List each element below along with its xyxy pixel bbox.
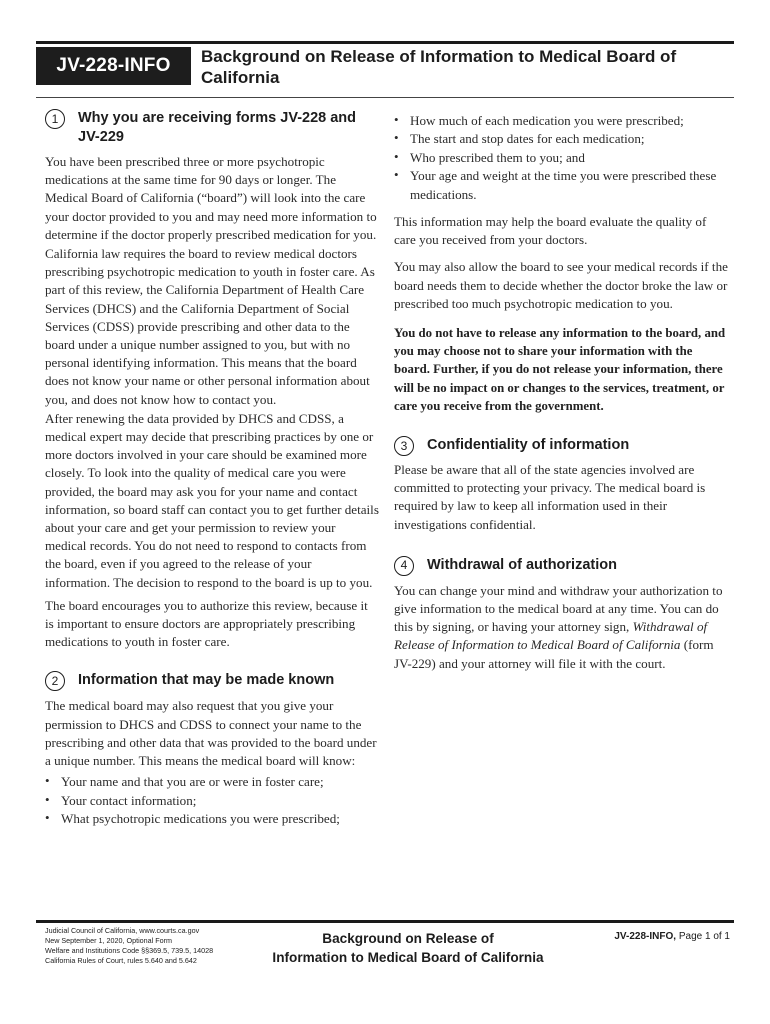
section-1-heading — [45, 109, 379, 147]
section-2-after-paragraph: This information may help the board evaluate the quality of care you received from your doctors. — [394, 214, 707, 248]
section-2-bold-note: You do not have to release any information to the board, and you may choose not to share your information with the board. Further, if you do not release your information, there will be no impact on or changes to the services, treatment, or care you receive from the government. — [394, 326, 726, 413]
section-4-heading — [394, 556, 730, 576]
section-1-paragraph: After renewing the data provided by DHCS and CDSS, a medical expert may decide that prescribing practices by one or more doctors involved in your care should be examined more closely. To look into the quality of medical care you were provided, the board may ask you for your name and contact information, so board staff can contact you to get further details about your care and get your permission to review your medical records. You do not need to respond to contacts from the board, even if you agreed to the release of your information. The decision to respond to the board is up to you. — [45, 410, 379, 590]
list-item: • What psychotropic medications you were prescribed; — [45, 810, 340, 827]
footer-rule — [36, 920, 734, 923]
form-id-badge: JV-228-INFO — [36, 47, 191, 85]
list-item: • Your age and weight at the time you were prescribed these medications. — [394, 167, 717, 202]
footer-title: Background on Release of Information to Medical Board of California — [272, 931, 544, 965]
footer-citation — [45, 926, 275, 966]
section-2-number: 2 — [45, 671, 65, 691]
footer-form-id: JV-228-INFO, — [614, 931, 677, 942]
section-2-title: Information that may be made known — [78, 672, 335, 689]
form-title: Background on Release of Information to Medical Board of California — [201, 47, 677, 87]
section-2-list-left — [45, 773, 379, 828]
left-column — [45, 109, 379, 829]
page-number: Page 1 of 1 — [678, 931, 730, 942]
footer-page-info — [565, 930, 730, 944]
footer-citation-line: New September 1, 2020, Optional Form — [45, 936, 173, 945]
list-item: • Your name and that you are or were in foster care; — [45, 773, 324, 790]
right-column — [394, 112, 730, 673]
footer-citation-line: Judicial Council of California, www.courts.ca.gov — [45, 926, 200, 935]
section-4-number: 4 — [394, 556, 414, 576]
section-1-title: Why you are receiving forms JV-228 and JV-229 — [78, 110, 357, 145]
section-2-list-right — [394, 112, 730, 204]
section-1-paragraph: California law requires the board to review medical doctors prescribing psychotropic medication to youth in foster care. As part of this review, the California Department of Health Care Services (DHCS) and the California Department of Social Services (CDSS) provide prescribing and other data to the board under a unique number assigned to you, but with no personal identifying information. This means that the board does not know your name or other personal information about you, and does not know how to contact you. — [45, 246, 375, 407]
section-4-title: Withdrawal of authorization — [427, 556, 617, 573]
section-1-paragraph: You have been prescribed three or more psychotropic medications at the same time for 90 days or longer. The Medical Board of California (“board”) will look into the care your doctor provided to you and may need more information to determine if the doctor properly prescribed medication for you. — [45, 154, 377, 242]
list-item: • The start and stop dates for each medication; — [394, 130, 645, 147]
section-4-text: You can change your mind and withdraw your authorization to give information to the medical board at any time. You can do this by signing, or having your attorney sign, Withdrawal of Release of Information to Medical Board of California (form JV-229) and your attorney will file it with the court. — [394, 582, 723, 671]
section-2-heading — [45, 671, 379, 691]
section-1-number: 1 — [45, 109, 65, 129]
section-2-after-paragraph: You may also allow the board to see your medical records if the board needs them to decide whether the doctor broke the law or prescribed too much psychotropic medication to you. — [394, 259, 728, 311]
list-item: • How much of each medication you were prescribed; — [394, 112, 684, 128]
top-rule — [36, 41, 734, 44]
section-1-body — [45, 153, 379, 651]
list-item: • Your contact information; — [45, 791, 197, 808]
header-rule — [36, 97, 734, 98]
footer-citation-line: Welfare and Institutions Code §§369.5, 739.5, 14028 — [45, 946, 214, 955]
jv-229-form-title: Withdrawal of Release of Information to Medical Board of California — [394, 619, 708, 653]
footer-citation-line: California Rules of Court, rules 5.640 and 5.642 — [45, 956, 197, 965]
list-item: • Who prescribed them to you; and — [394, 148, 585, 165]
section-3-heading — [394, 436, 730, 456]
section-3-title: Confidentiality of information — [427, 437, 630, 454]
section-3-text: Please be aware that all of the state agencies involved are committed to protecting your privacy. The medical board is required by law to keep all information used in their investigations confidential. — [394, 462, 706, 532]
section-2-intro: The medical board may also request that you give your permission to DHCS and CDSS to connect your name to the prescribing and other data that was provided to the board under a unique number. This means the medical board will know: — [45, 698, 377, 769]
section-1-paragraph: The board encourages you to authorize this review, because it is important to ensure doctors are appropriately prescribing medications to youth in foster care. — [45, 597, 368, 650]
section-3-number: 3 — [394, 436, 414, 456]
